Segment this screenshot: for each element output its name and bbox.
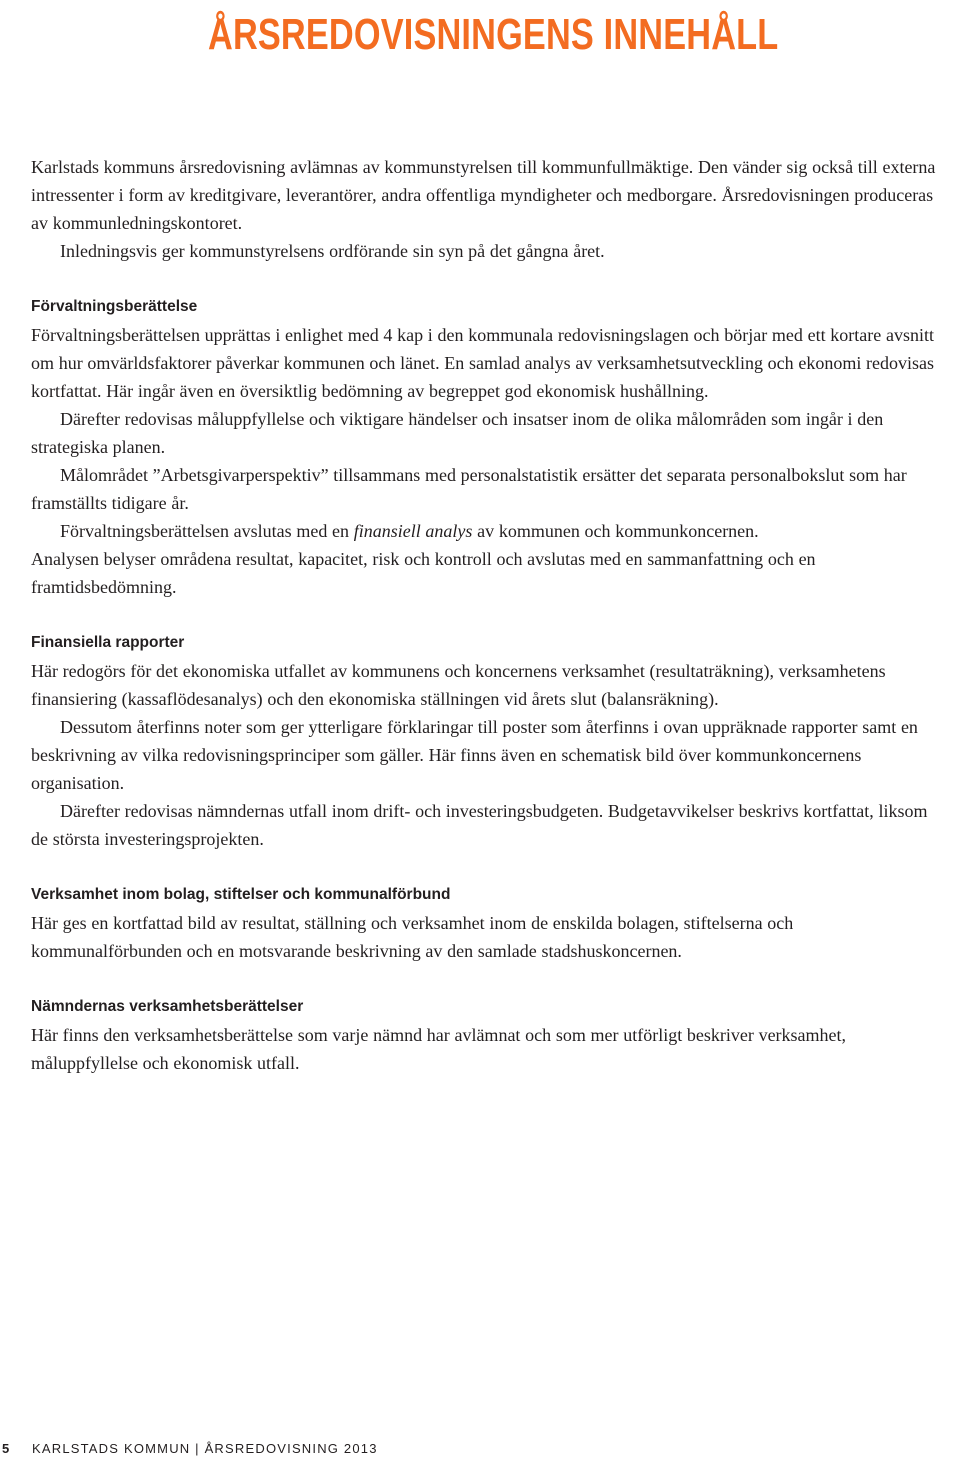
intro-paragraph-2: Inledningsvis ger kommunstyrelsens ordförande sin syn på det gångna året. — [60, 241, 605, 261]
paragraph-text: av kommunen och kommunkoncernen. — [472, 521, 759, 541]
section-finansiella-rapporter — [31, 629, 936, 853]
section-heading: Nämndernas verksamhetsberättelser — [31, 998, 304, 1015]
section-paragraph: Målområdet ”Arbetsgivarperspektiv” tillsammans med personalstatistik ersätter det separata personalbokslut som har framställts tidigare år. — [31, 465, 907, 513]
section-paragraph: Analysen belyser områdena resultat, kapacitet, risk och kontroll och avslutas med en sammanfattning och en framtidsbedömning. — [31, 549, 816, 597]
section-namndernas-verksamhetsberattelser — [31, 993, 936, 1077]
document-body — [31, 153, 936, 1077]
emphasis-text: finansiell analys — [353, 521, 473, 541]
section-paragraph: Här finns den verksamhetsberättelse som varje nämnd har avlämnat och som mer utförligt beskriver verksamhet, måluppfyllelse och ekonomisk utfall. — [31, 1025, 847, 1073]
paragraph-text: Förvaltningsberättelsen avslutas med en — [60, 521, 354, 541]
section-heading: Verksamhet inom bolag, stiftelser och kommunalförbund — [31, 886, 451, 903]
section-verksamhet-bolag — [31, 881, 936, 965]
section-paragraph: Förvaltningsberättelsen upprättas i enlighet med 4 kap i den kommunala redovisningslagen och börjar med ett kortare avsnitt om hur omvärldsfaktorer påverkar kommunen och länet. En samlad analys av verksamhetsutveckling och ekonomi redovisas kortfattat. Här ingår även en översiktlig bedömning av begreppet god ekonomisk hushållning. — [31, 325, 935, 401]
intro-paragraph: Karlstads kommuns årsredovisning avlämnas av kommunstyrelsen till kommunfullmäktige. Den vänder sig också till externa intressenter i form av kreditgivare, leverantörer, andra offentliga myndigheter och medborgare. Årsredovisningen produceras av kommunledningskontoret. — [31, 157, 936, 233]
section-paragraph: Därefter redovisas nämndernas utfall inom drift- och investeringsbudgeten. Budgetavvikelser beskrivs kortfattat, liksom de största investeringsprojekten. — [31, 801, 928, 849]
section-heading: Finansiella rapporter — [31, 634, 185, 651]
section-heading: Förvaltningsberättelse — [31, 298, 198, 315]
section-paragraph: Därefter redovisas måluppfyllelse och viktigare händelser och insatser inom de olika målområden som ingår i den strategiska planen. — [31, 409, 884, 457]
section-paragraph: Dessutom återfinns noter som ger ytterligare förklaringar till poster som återfinns i ovan uppräknade rapporter samt en beskrivning av vilka redovisningsprinciper som gäller. Här finns även en schematisk bild över kommunkoncernens organisation. — [31, 717, 918, 793]
footer-text: KARLSTADS KOMMUN | ÅRSREDOVISNING 2013 — [32, 1441, 378, 1456]
section-paragraph: Här redogörs för det ekonomiska utfallet av kommunens och koncernens verksamhet (resultaträkning), verksamhetens finansiering (kassaflödesanalys) och den ekonomiska ställningen vid årets slut (balansräkning). — [31, 661, 886, 709]
section-paragraph — [31, 517, 936, 545]
section-paragraph: Här ges en kortfattad bild av resultat, ställning och verksamhet inom de enskilda bolagen, stiftelserna och kommunalförbunden och en motsvarande beskrivning av den samlade stadshuskoncernen. — [31, 913, 794, 961]
page-title: ÅRSREDOVISNINGENS INNEHÅLL — [208, 10, 779, 59]
page-number: 5 — [2, 1441, 10, 1456]
section-forvaltningsberattelse — [31, 293, 936, 601]
